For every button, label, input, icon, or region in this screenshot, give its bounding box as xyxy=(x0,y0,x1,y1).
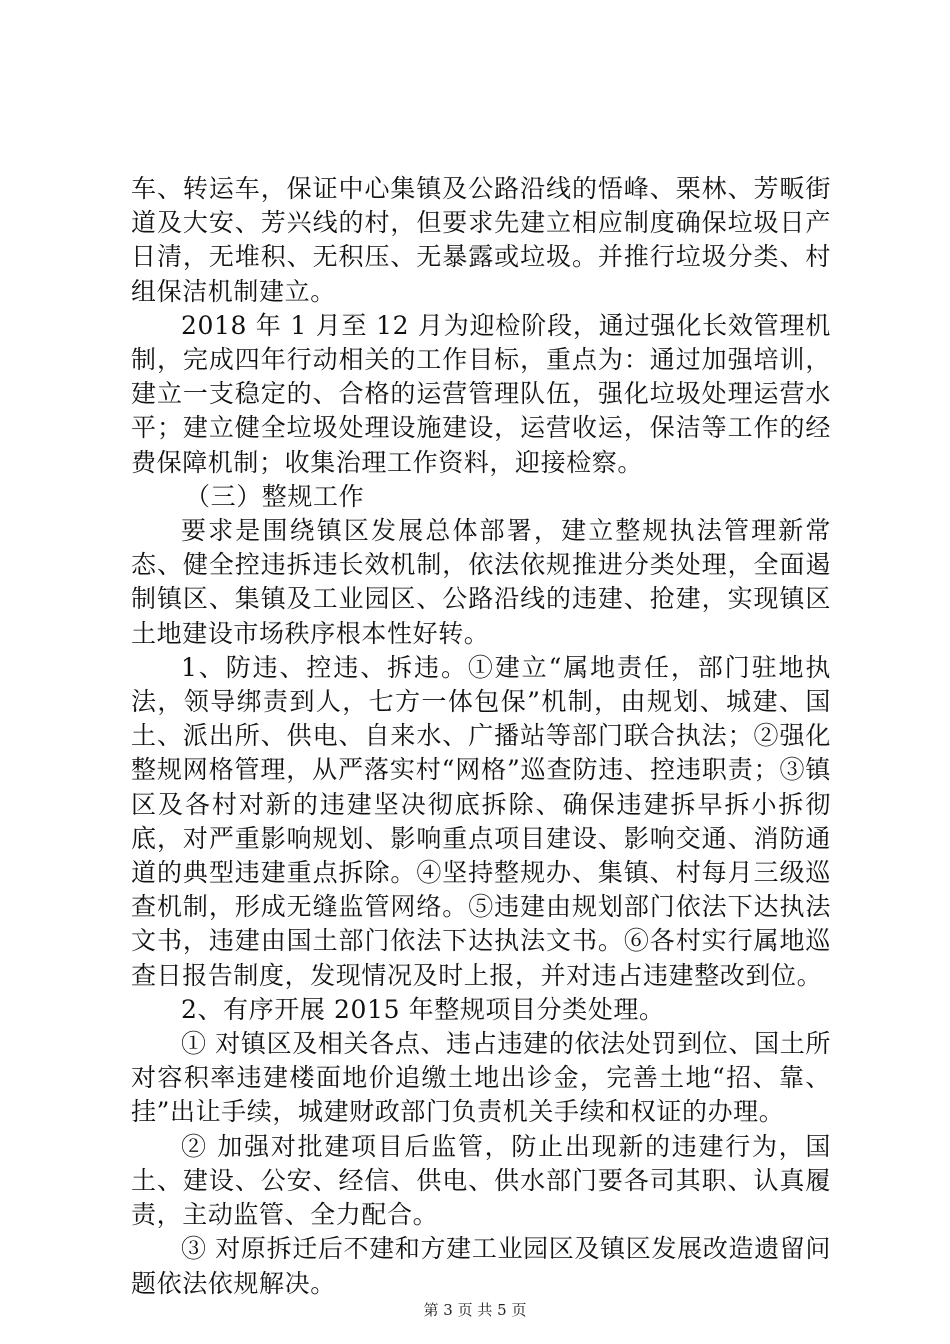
paragraph-inspection-phase: 2018 年 1 月至 12 月为迎检阶段，通过强化长效管理机制，完成四年行动相关的工作目标，重点为：通过加强培训，建立一支稳定的、合格的运营管理队伍，强化垃圾处理运营水平；建立健全垃圾处理设施建设，运营收运，保洁等工作的经费保障机制；收集治理工作资料，迎接检察。 xyxy=(131,310,831,477)
paragraph-regulation-requirements: 要求是围绕镇区发展总体部署，建立整规执法管理新常态、健全控违拆违长效机制，依法依规推进分类处理，全面遏制镇区、集镇及工业园区、公路沿线的违建、抢建，实现镇区土地建设市场秩序根本性好转。 xyxy=(131,516,831,648)
document-body xyxy=(131,172,831,1301)
section-heading-regulation-work: （三）整规工作 xyxy=(185,481,365,511)
page-number-footer: 第 3 页 共 5 页 xyxy=(423,1301,527,1319)
paragraph-item-1-prevent-control-demolish: 1、防违、控违、拆违。①建立“属地责任，部门驻地执法，领导绑责到人，七方一体包保”机制，由规划、城建、国土、派出所、供电、自来水、广播站等部门联合执法；②强化整规网格管理，从严落实村“网格”巡查防违、控违职责；③镇区及各村对新的违建坚决彻底拆除、确保违建拆早拆小拆彻底，对严重影响规划、影响重点项目建设、影响交通、消防通道的典型违建重点拆除。④坚持整规办、集镇、村每月三级巡查机制，形成无缝监管网络。⑤违建由规划部门依法下达执法文书，违建由国土部门依法下达执法文书。⑥各村实行属地巡查日报告制度，发现情况及时上报，并对违占违建整改到位。 xyxy=(131,652,831,990)
paragraph-subitem-2: ② 加强对批建项目后监管，防止出现新的违建行为，国土、建设、公安、经信、供电、供水部门要各司其职、认真履责，主动监管、全力配合。 xyxy=(131,1131,831,1230)
paragraph-waste-transport: 车、转运车，保证中心集镇及公路沿线的悟峰、栗林、芳畈街道及大安、芳兴线的村，但要求先建立相应制度确保垃圾日产日清，无堆积、无积压、无暴露或垃圾。并推行垃圾分类、村组保洁机制建立。 xyxy=(131,174,831,306)
paragraph-subitem-3: ③ 对原拆迁后不建和方建工业园区及镇区发展改造遗留问题依法依规解决。 xyxy=(131,1234,831,1298)
paragraph-item-2-classification: 2、有序开展 2015 年整规项目分类处理。 xyxy=(181,994,665,1024)
paragraph-subitem-1: ① 对镇区及相关各点、违占违建的依法处罚到位、国土所对容积率违建楼面地价追缴土地出诊金，完善土地“招、靠、挂”出让手续，城建财政部门负责机关手续和权证的办理。 xyxy=(131,1029,831,1127)
